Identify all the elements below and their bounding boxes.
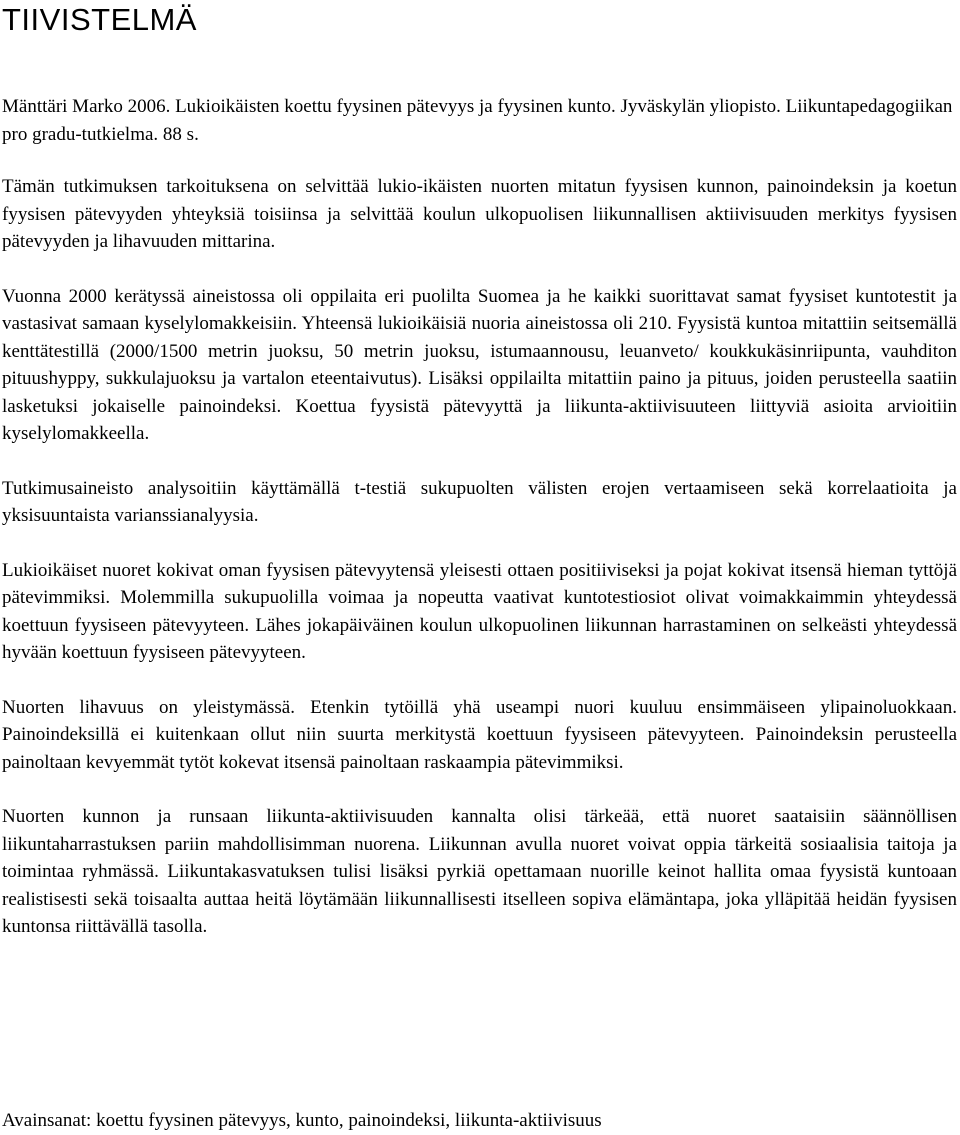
keywords-line: Avainsanat: koettu fyysinen pätevyys, kunto, painoindeksi, liikunta-aktiivisuus [2, 1110, 602, 1131]
abstract-paragraph-conclusions: Nuorten kunnon ja runsaan liikunta-aktiivisuuden kannalta olisi tärkeää, että nuoret saataisiin säännöllisen liikuntaharrastuksen pariin mahdollisimman nuorena. Liikunnan avulla nuoret voivat oppia tärkeitä sosiaalisia taitoja ja toimintaa ryhmässä. Liikuntakasvatuksen tulisi lisäksi pyrkiä opettamaan nuorille keinot hallita omaa fyysistä kuntoaan realistisesti sekä toisaalta auttaa heitä löytämään liikunnallisesti itselleen sopiva elämäntapa, joka ylläpitää heidän fyysisen kuntonsa riittävällä tasolla. [2, 806, 957, 937]
abstract-paragraph-analysis: Tutkimusaineisto analysoitiin käyttämällä t-testiä sukupuolten välisten erojen vertaamiseen sekä korrelaatioita ja yksisuuntaista varianssianalyysia. [2, 477, 957, 526]
abstract-paragraph-purpose: Tämän tutkimuksen tarkoituksena on selvittää lukio-ikäisten nuorten mitatun fyysisen kunnon, painoindeksin ja koetun fyysisen pätevyyden yhteyksiä toisiinsa ja selvittää koulun ulkopuolisen liikunnallisen aktiivisuuden merkitys fyysisen pätevyyden ja lihavuuden mittarina. [2, 176, 957, 252]
abstract-paragraph-results: Lukioikäiset nuoret kokivat oman fyysisen pätevyytensä yleisesti ottaen positiiviseksi ja pojat kokivat itsensä hieman tyttöjä pätevimmiksi. Molemmilla sukupuolilla voimaa ja nopeutta vaativat kuntotestiosiot olivat voimakkaimmin yhteydessä koettuun fyysiseen pätevyyteen. Lähes jokapäiväinen koulun ulkopuolinen liikunnan harrastaminen on selkeästi yhteydessä hyvään koettuun fyysiseen pätevyyteen. [2, 559, 957, 663]
document-page [2, 0, 957, 1131]
bibliographic-reference: Mänttäri Marko 2006. Lukioikäisten koettu fyysinen pätevyys ja fyysinen kunto. Jyväskylän yliopisto. Liikuntapedagogiikan pro gradu-tutkielma. 88 s. [2, 96, 953, 145]
page-title: TIIVISTELMÄ [2, 2, 197, 37]
abstract-paragraph-methods: Vuonna 2000 kerätyssä aineistossa oli oppilaita eri puolilta Suomea ja he kaikki suorittavat samat fyysiset kuntotestit ja vastasivat samaan kyselylomakkeisiin. Yhteensä lukioikäisiä nuoria aineistossa oli 210. Fyysistä kuntoa mitattiin seitsemällä kenttätestillä (2000/1500 metrin juoksu, 50 metrin juoksu, istumaannousu, leuanveto/ koukkukäsinriipunta, vauhditon pituushyppy, sukkulajuoksu ja vartalon eteentaivutus). Lisäksi oppilailta mitattiin paino ja pituus, joiden perusteella saatiin lasketuksi jokaiselle painoindeksi. Koettua fyysistä pätevyyttä ja liikunta-aktiivisuuteen liittyviä asioita arvioitiin kyselylomakkeella. [2, 285, 957, 444]
abstract-paragraph-obesity: Nuorten lihavuus on yleistymässä. Etenkin tytöillä yhä useampi nuori kuuluu ensimmäiseen ylipainoluokkaan. Painoindeksillä ei kuitenkaan ollut niin suurta merkitystä koettuun fyysiseen pätevyyteen. Painoindeksin perusteella painoltaan kevyemmät tytöt kokevat itsensä painoltaan raskaampia pätevimmiksi. [2, 696, 957, 773]
